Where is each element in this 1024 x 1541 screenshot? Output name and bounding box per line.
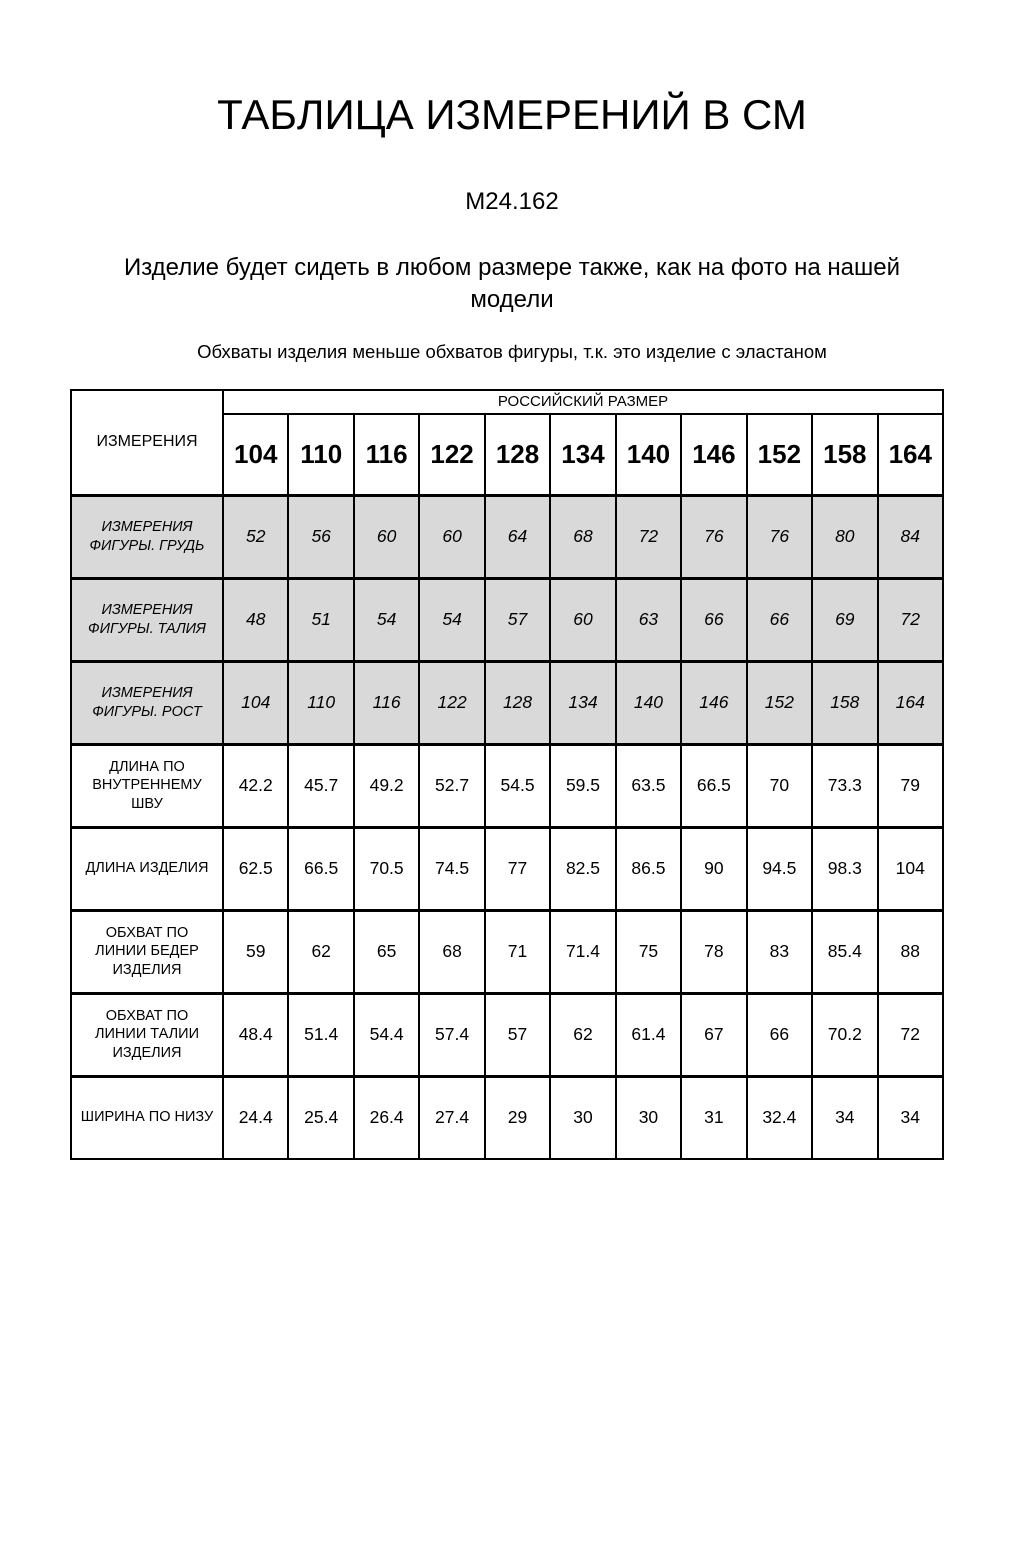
measurement-cell: 66: [747, 993, 812, 1076]
measurement-cell: 88: [878, 910, 943, 993]
measurement-cell: 32.4: [747, 1076, 812, 1159]
measurement-cell: 62: [550, 993, 615, 1076]
measurement-cell: 98.3: [812, 827, 877, 910]
measurement-cell: 76: [681, 495, 746, 578]
measurement-cell: 26.4: [354, 1076, 419, 1159]
measurement-cell: 60: [419, 495, 484, 578]
model-code: М24.162: [465, 188, 559, 216]
measurement-cell: 59.5: [550, 744, 615, 827]
measurement-cell: 110: [288, 661, 353, 744]
measurement-cell: 54: [354, 578, 419, 661]
measurement-cell: 63: [616, 578, 681, 661]
row-label: ИЗМЕРЕНИЯ ФИГУРЫ. ТАЛИЯ: [71, 578, 223, 661]
measurement-cell: 48.4: [223, 993, 288, 1076]
measurement-cell: 90: [681, 827, 746, 910]
size-column-header: 116: [354, 414, 419, 496]
measurement-cell: 70: [747, 744, 812, 827]
measurement-cell: 67: [681, 993, 746, 1076]
page-title: ТАБЛИЦА ИЗМЕРЕНИЙ В СМ: [217, 91, 807, 138]
measurement-cell: 51.4: [288, 993, 353, 1076]
measurement-cell: 70.5: [354, 827, 419, 910]
measurement-cell: 146: [681, 661, 746, 744]
size-column-header: 110: [288, 414, 353, 496]
size-column-header: 158: [812, 414, 877, 496]
elastane-note: Обхваты изделия меньше обхватов фигуры, т.к. это изделие с эластаном: [197, 340, 827, 362]
row-label: ИЗМЕРЕНИЯ ФИГУРЫ. РОСТ: [71, 661, 223, 744]
measurement-cell: 104: [223, 661, 288, 744]
measurement-cell: 122: [419, 661, 484, 744]
measurement-cell: 49.2: [354, 744, 419, 827]
group-header-row: [71, 390, 943, 414]
measurement-cell: 66: [747, 578, 812, 661]
measurement-cell: 34: [878, 1076, 943, 1159]
table-row: [71, 661, 943, 744]
table-row: [71, 827, 943, 910]
measurement-cell: 66.5: [681, 744, 746, 827]
table-row: [71, 1076, 943, 1159]
size-column-header: 104: [223, 414, 288, 496]
table-row: [71, 578, 943, 661]
measurement-cell: 60: [550, 578, 615, 661]
row-label: ИЗМЕРЕНИЯ ФИГУРЫ. ГРУДЬ: [71, 495, 223, 578]
measurement-cell: 74.5: [419, 827, 484, 910]
size-column-header: 152: [747, 414, 812, 496]
measurement-cell: 134: [550, 661, 615, 744]
measurement-cell: 57: [485, 578, 550, 661]
measurement-cell: 69: [812, 578, 877, 661]
measurement-cell: 80: [812, 495, 877, 578]
table-row: [71, 744, 943, 827]
table-body: [71, 495, 943, 1159]
size-column-header: 134: [550, 414, 615, 496]
measurement-cell: 64: [485, 495, 550, 578]
measurement-cell: 116: [354, 661, 419, 744]
measurement-cell: 85.4: [812, 910, 877, 993]
russian-size-group-header: РОССИЙСКИЙ РАЗМЕР: [223, 390, 943, 414]
measurement-cell: 65: [354, 910, 419, 993]
measurement-cell: 54.4: [354, 993, 419, 1076]
measurement-cell: 52: [223, 495, 288, 578]
table-row: [71, 993, 943, 1076]
measurement-cell: 79: [878, 744, 943, 827]
size-column-header: 164: [878, 414, 943, 496]
measurement-cell: 57: [485, 993, 550, 1076]
measurement-cell: 84: [878, 495, 943, 578]
measurement-cell: 86.5: [616, 827, 681, 910]
measurement-cell: 61.4: [616, 993, 681, 1076]
measurement-cell: 30: [550, 1076, 615, 1159]
measurement-cell: 54.5: [485, 744, 550, 827]
measurement-cell: 34: [812, 1076, 877, 1159]
row-label: ОБХВАТ ПО ЛИНИИ ТАЛИИ ИЗДЕЛИЯ: [71, 993, 223, 1076]
fit-note: Изделие будет сидеть в любом размере также, как на фото на нашей модели: [123, 254, 901, 313]
measurement-cell: 75: [616, 910, 681, 993]
size-column-header: 128: [485, 414, 550, 496]
measurement-cell: 66.5: [288, 827, 353, 910]
measurement-cell: 78: [681, 910, 746, 993]
measurement-cell: 66: [681, 578, 746, 661]
measurement-cell: 29: [485, 1076, 550, 1159]
measurement-cell: 60: [354, 495, 419, 578]
measurement-cell: 62: [288, 910, 353, 993]
measurement-cell: 70.2: [812, 993, 877, 1076]
measurement-cell: 42.2: [223, 744, 288, 827]
measurement-cell: 72: [878, 578, 943, 661]
size-column-header: 122: [419, 414, 484, 496]
measurement-cell: 76: [747, 495, 812, 578]
table-row: [71, 495, 943, 578]
size-column-header: 146: [681, 414, 746, 496]
size-table: [70, 389, 944, 1160]
measurement-cell: 158: [812, 661, 877, 744]
row-label: ШИРИНА ПО НИЗУ: [71, 1076, 223, 1159]
measurement-cell: 45.7: [288, 744, 353, 827]
measurement-cell: 59: [223, 910, 288, 993]
measurements-corner-header: ИЗМЕРЕНИЯ: [71, 390, 223, 496]
table-row: [71, 910, 943, 993]
table-head: [71, 390, 943, 496]
row-label: ДЛИНА ПО ВНУТРЕННЕМУ ШВУ: [71, 744, 223, 827]
measurement-cell: 68: [419, 910, 484, 993]
measurement-cell: 27.4: [419, 1076, 484, 1159]
measurement-cell: 128: [485, 661, 550, 744]
measurement-cell: 140: [616, 661, 681, 744]
measurement-cell: 63.5: [616, 744, 681, 827]
measurement-cell: 57.4: [419, 993, 484, 1076]
measurement-cell: 152: [747, 661, 812, 744]
measurement-cell: 72: [878, 993, 943, 1076]
measurement-cell: 82.5: [550, 827, 615, 910]
size-column-header: 140: [616, 414, 681, 496]
measurement-cell: 94.5: [747, 827, 812, 910]
measurement-cell: 62.5: [223, 827, 288, 910]
measurement-cell: 30: [616, 1076, 681, 1159]
measurement-cell: 25.4: [288, 1076, 353, 1159]
measurement-cell: 56: [288, 495, 353, 578]
measurement-cell: 52.7: [419, 744, 484, 827]
measurement-cell: 48: [223, 578, 288, 661]
measurement-cell: 51: [288, 578, 353, 661]
measurement-cell: 104: [878, 827, 943, 910]
row-label: ОБХВАТ ПО ЛИНИИ БЕДЕР ИЗДЕЛИЯ: [71, 910, 223, 993]
row-label: ДЛИНА ИЗДЕЛИЯ: [71, 827, 223, 910]
measurement-cell: 71.4: [550, 910, 615, 993]
measurement-cell: 73.3: [812, 744, 877, 827]
measurement-cell: 31: [681, 1076, 746, 1159]
measurement-cell: 72: [616, 495, 681, 578]
measurement-document: [0, 93, 1024, 1160]
measurement-cell: 54: [419, 578, 484, 661]
measurement-cell: 71: [485, 910, 550, 993]
measurement-cell: 77: [485, 827, 550, 910]
measurement-cell: 164: [878, 661, 943, 744]
measurement-cell: 68: [550, 495, 615, 578]
page: [0, 93, 1024, 1541]
measurement-cell: 24.4: [223, 1076, 288, 1159]
measurement-cell: 83: [747, 910, 812, 993]
